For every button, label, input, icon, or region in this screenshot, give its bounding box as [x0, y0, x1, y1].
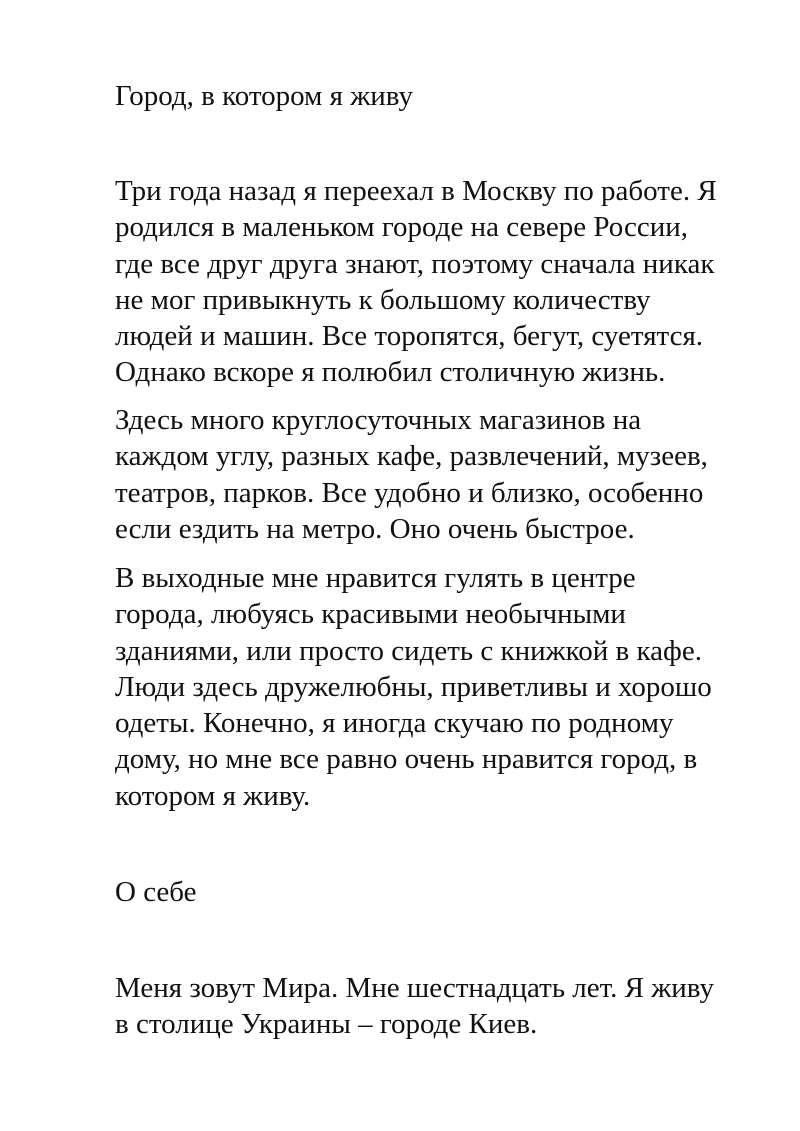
text-line: котором я живу.	[115, 779, 311, 812]
text-line: в столице Украины – городе Киев.	[115, 1008, 538, 1041]
text-line: где все друг друга знают, поэтому сначала никак	[115, 247, 715, 280]
text-line: каждом углу, разных кафе, развлечений, музеев,	[115, 440, 708, 473]
text-line: не мог привыкнуть к большому количеству	[115, 283, 651, 316]
text-line: дому, но мне все равно очень нравится город, в	[115, 743, 698, 776]
paragraph-2	[115, 402, 755, 547]
paragraph-4	[115, 970, 755, 1043]
text-line: Здесь много круглосуточных магазинов на	[115, 404, 642, 436]
text-line: В выходные мне нравится гулять в центре	[115, 562, 636, 594]
section-title-city	[115, 78, 755, 114]
text-line: города, любуясь красивыми необычными	[115, 598, 626, 631]
paragraph-1	[115, 173, 755, 391]
text-line: Три года назад я переехал в Москву по работе. Я	[115, 175, 717, 207]
text-line: людей и машин. Все торопятся, бегут, суетятся.	[115, 320, 704, 353]
text-line: зданиями, или просто сидеть с книжкой в кафе.	[115, 634, 702, 667]
text-line: театров, парков. Все удобно и близко, особенно	[115, 476, 704, 509]
text-line: одеты. Конечно, я иногда скучаю по родному	[115, 707, 674, 740]
section-heading: О себе	[115, 876, 197, 908]
section-heading: Город, в котором я живу	[115, 80, 414, 112]
text-line: Меня зовут Мира. Мне шестнадцать лет. Я живу	[115, 972, 714, 1004]
text-line: Люди здесь дружелюбны, приветливы и хорошо	[115, 670, 712, 703]
paragraph-3	[115, 560, 755, 814]
text-line: Однако вскоре я полюбил столичную жизнь.	[115, 356, 666, 389]
text-line: если ездить на метро. Оно очень быстрое.	[115, 512, 635, 545]
section-title-about	[115, 874, 755, 910]
text-line: родился в маленьком городе на севере России,	[115, 211, 688, 244]
